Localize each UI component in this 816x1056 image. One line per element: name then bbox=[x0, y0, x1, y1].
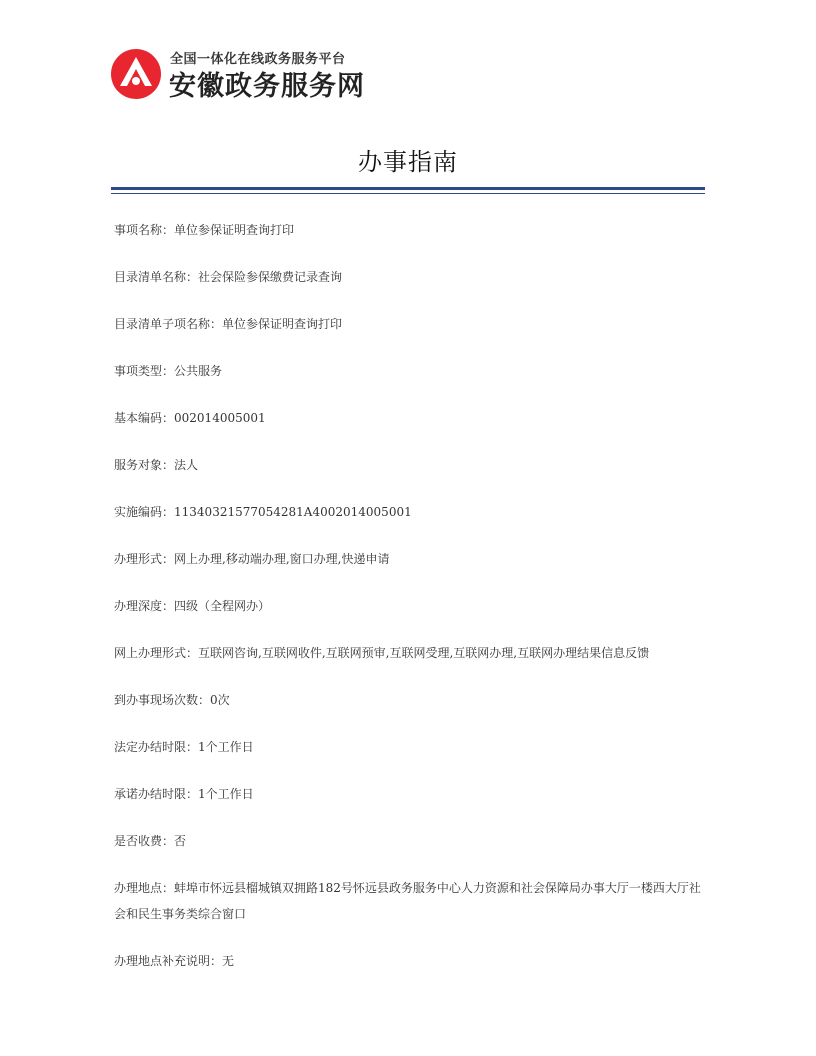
title-divider-thick bbox=[111, 187, 705, 190]
field-catalog-subitem bbox=[114, 316, 704, 332]
field-location-supplement bbox=[114, 953, 704, 969]
field-promised-time-limit bbox=[114, 786, 704, 802]
field-label: 承诺办结时限： bbox=[114, 787, 199, 801]
field-label: 服务对象： bbox=[114, 458, 175, 472]
field-service-target bbox=[114, 457, 704, 473]
field-label: 办理深度： bbox=[114, 599, 175, 613]
platform-name: 安徽政务服务网 bbox=[169, 71, 365, 102]
guide-fields bbox=[114, 222, 704, 1000]
field-value: 公共服务 bbox=[174, 364, 223, 378]
field-label: 目录清单子项名称： bbox=[114, 317, 223, 331]
field-handling-depth bbox=[114, 598, 704, 614]
field-value: 否 bbox=[174, 834, 187, 848]
field-value: 单位参保证明查询打印 bbox=[174, 223, 295, 237]
field-label: 网上办理形式： bbox=[114, 646, 199, 660]
field-label: 到办事现场次数： bbox=[114, 693, 211, 707]
field-label: 办理地点： bbox=[114, 881, 175, 895]
field-value: 1个工作日 bbox=[198, 740, 254, 754]
field-label: 基本编码： bbox=[114, 411, 175, 425]
field-value: 11340321577054281A4002014005001 bbox=[174, 505, 412, 519]
site-header bbox=[110, 44, 430, 104]
field-implementation-code bbox=[114, 504, 704, 520]
field-value: 0次 bbox=[210, 693, 230, 707]
field-value: 法人 bbox=[174, 458, 199, 472]
field-value: 互联网咨询,互联网收件,互联网预审,互联网受理,互联网办理,互联网办理结果信息反馈 bbox=[198, 646, 650, 660]
field-label: 办理地点补充说明： bbox=[114, 954, 223, 968]
field-value: 网上办理,移动端办理,窗口办理,快递申请 bbox=[174, 552, 390, 566]
field-label: 事项类型： bbox=[114, 364, 175, 378]
field-value: 无 bbox=[222, 954, 235, 968]
field-label: 办理形式： bbox=[114, 552, 175, 566]
field-label: 法定办结时限： bbox=[114, 740, 199, 754]
field-label: 实施编码： bbox=[114, 505, 175, 519]
field-fee-charged bbox=[114, 833, 704, 849]
field-value: 002014005001 bbox=[174, 411, 266, 425]
field-value: 四级（全程网办） bbox=[174, 599, 271, 613]
field-label: 是否收费： bbox=[114, 834, 175, 848]
field-label: 事项名称： bbox=[114, 223, 175, 237]
field-label: 目录清单名称： bbox=[114, 270, 199, 284]
field-basic-code bbox=[114, 410, 704, 426]
field-value: 社会保险参保缴费记录查询 bbox=[198, 270, 343, 284]
field-online-handling-form bbox=[114, 645, 704, 661]
field-onsite-visits bbox=[114, 692, 704, 708]
field-handling-form bbox=[114, 551, 704, 567]
field-catalog-name bbox=[114, 269, 704, 285]
field-item-type bbox=[114, 363, 704, 379]
field-value: 1个工作日 bbox=[198, 787, 254, 801]
red-circular-emblem-icon bbox=[110, 48, 162, 100]
field-handling-location bbox=[114, 875, 704, 927]
field-value: 单位参保证明查询打印 bbox=[222, 317, 343, 331]
platform-subtitle: 全国一体化在线政务服务平台 bbox=[170, 52, 346, 67]
field-item-name bbox=[114, 222, 704, 238]
page-title: 办事指南 bbox=[358, 148, 458, 176]
field-legal-time-limit bbox=[114, 739, 704, 755]
title-divider-thin bbox=[111, 193, 705, 194]
field-value: 蚌埠市怀远县榴城镇双拥路182号怀远县政务服务中心人力资源和社会保障局办事大厅一楼西大厅社会和民生事务类综合窗口 bbox=[114, 881, 701, 921]
